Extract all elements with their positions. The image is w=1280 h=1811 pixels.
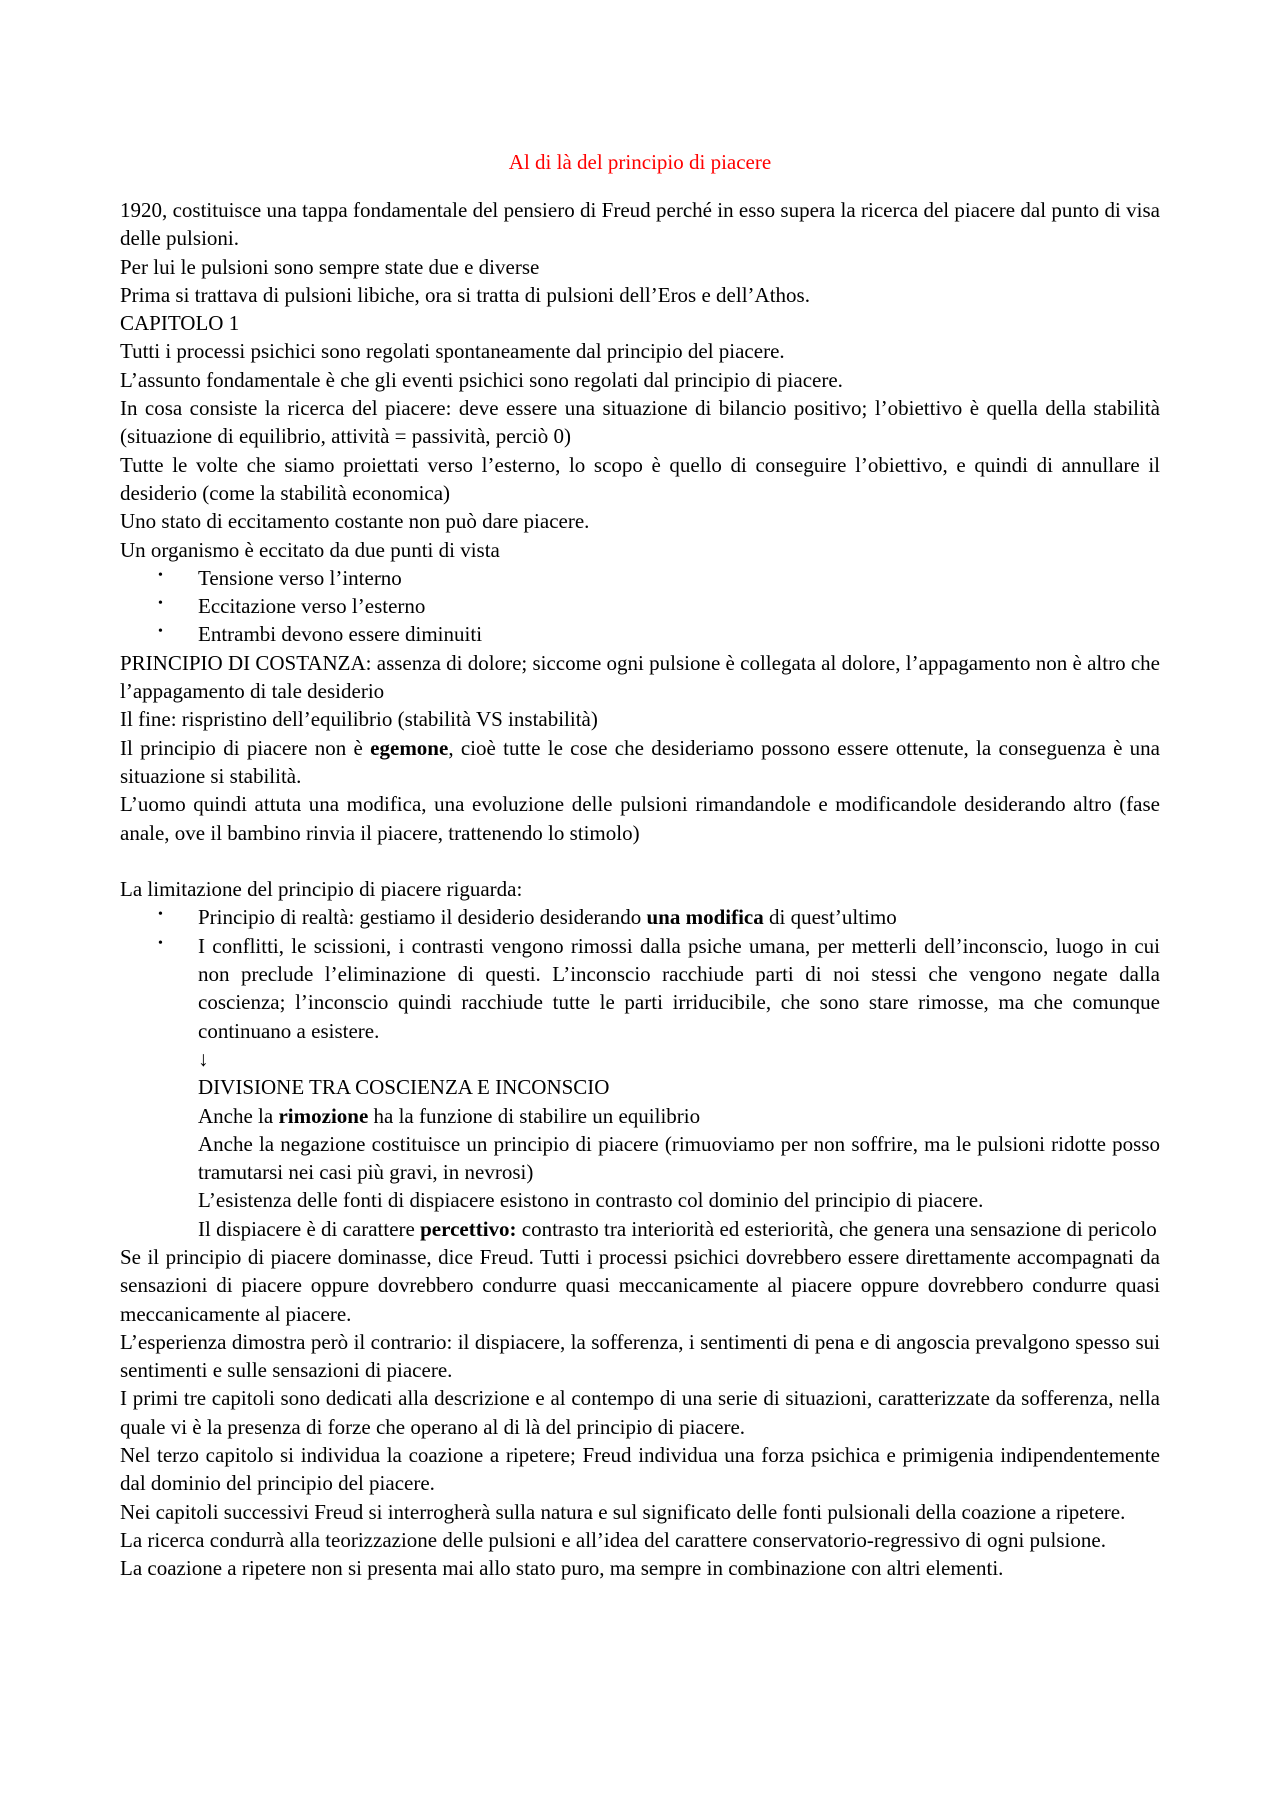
paragraph-intro-3: Prima si trattava di pulsioni libiche, ora si tratta di pulsioni dell’Eros e dell’Athos. <box>120 282 810 307</box>
bold-term: percettivo: <box>420 1216 517 1241</box>
list-item: • Entrambi devono essere diminuiti <box>158 622 483 647</box>
list-item: • I conflitti, le scissioni, i contrasti vengono rimossi dalla psiche umana, per metterli dell’inconscio, luogo in cui non preclude l’eliminazione di questi. L’inconscio racchiude parti di noi stessi che vengono negate dalla coscienza; l’inconscio quindi racchiude tutte le parti irriducibile, che sono stare rimosse, ma che comunque continuano a esistere. <box>158 933 1160 1043</box>
list-item: • Tensione verso l’interno <box>158 565 402 590</box>
bold-term: egemone <box>370 735 449 760</box>
bullet-icon: • <box>158 907 163 923</box>
paragraph-intro-10: Un organismo è eccitato da due punti di vista <box>120 537 500 562</box>
paragraph-negazione: Anche la negazione costituisce un principio di piacere (rimuoviamo per non soffrire, ma le pulsioni ridotte posso tramutarsi nei casi più gravi, in nevrosi) <box>198 1131 1160 1185</box>
paragraph-intro-1: 1920, costituisce una tappa fondamentale del pensiero di Freud perché in esso supera la ricerca del piacere dal punto di visa delle pulsioni. <box>120 198 1160 251</box>
chapter-heading: CAPITOLO 1 <box>120 311 240 336</box>
paragraph-intro-2: Per lui le pulsioni sono sempre state due e diverse <box>120 254 540 279</box>
paragraph-intro-7: In cosa consiste la ricerca del piacere: deve essere una situazione di bilancio positivo; l’obiettivo è quella della stabilità (situazione di equilibrio, attività = passività, perciò 0) <box>120 396 1160 449</box>
bullet-icon: • <box>158 596 163 612</box>
subheading-divisione: DIVISIONE TRA COSCIENZA E INCONSCIO <box>198 1075 610 1100</box>
document-page <box>120 148 1160 1583</box>
indented-block <box>120 1045 1160 1243</box>
paragraph-outro-4: Nel terzo capitolo si individua la coazione a ripetere; Freud individua una forza psichica e primigenia indipendentemente dal dominio del principio del piacere. <box>120 1443 1160 1496</box>
list-item: • Principio di realtà: gestiamo il desiderio desiderando una modifica di quest’ultimo <box>158 905 897 930</box>
document-title: Al di là del principio di piacere <box>508 150 772 174</box>
paragraph-outro-7: La coazione a ripetere non si presenta mai allo stato puro, ma sempre in combinazione con altri elementi. <box>120 1556 1004 1581</box>
list-item: • Eccitazione verso l’esterno <box>158 594 426 619</box>
paragraph-costanza: PRINCIPIO DI COSTANZA: assenza di dolore; siccome ogni pulsione è collegata al dolore, l’appagamento non è altro che l’appagamento di tale desiderio <box>120 650 1160 704</box>
paragraph-esistenza: L’esistenza delle fonti di dispiacere esistono in contrasto col dominio del principio di piacere. <box>198 1188 984 1213</box>
bullet-list-1 <box>120 564 1160 649</box>
bullet-list-2 <box>120 903 1160 1044</box>
paragraph-outro-1: Se il principio di piacere dominasse, dice Freud. Tutti i processi psichici dovrebbero essere direttamente accompagnati da sensazioni di piacere oppure dovrebbero condurre quasi meccanicamente al piacere oppure dovrebbero condurre quasi meccanicamente al piacere. <box>120 1244 1160 1326</box>
bullet-icon: • <box>158 567 163 583</box>
paragraph-outro-5: Nei capitoli successivi Freud si interrogherà sulla natura e sul significato delle fonti pulsionali della coazione a ripetere. <box>120 1499 1126 1524</box>
paragraph-egemone: Il principio di piacere non è egemone, cioè tutte le cose che desideriamo possono essere ottenute, la conseguenza è una situazione si stabilità. <box>120 735 1161 788</box>
paragraph-rimozione: Anche la rimozione ha la funzione di stabilire un equilibrio <box>198 1103 701 1128</box>
paragraph-uomo: L’uomo quindi attuta una modifica, una evoluzione delle pulsioni rimandandole e modificandole desiderando altro (fase anale, ove il bambino rinvia il piacere, trattenendo lo stimolo) <box>120 792 1160 845</box>
bullet-icon: • <box>158 624 163 640</box>
paragraph-outro-2: L’esperienza dimostra però il contrario: il dispiacere, la sofferenza, i sentimenti di pena e di angoscia prevalgono spesso sui sentimenti e sulle sensazioni di piacere. <box>120 1329 1160 1383</box>
bullet-icon: • <box>158 935 163 951</box>
paragraph-dispiacere: Il dispiacere è di carattere percettivo: contrasto tra interiorità ed esteriorità, che genera una sensazione di pericolo <box>198 1216 1157 1241</box>
paragraph-fine: Il fine: rispristino dell’equilibrio (stabilità VS instabilità) <box>120 707 598 732</box>
paragraph-outro-3: I primi tre capitoli sono dedicati alla descrizione e al contempo di una serie di situazioni, caratterizzate da sofferenza, nella quale vi è la presenza di forze che operano al di là del principio di piacere. <box>120 1386 1160 1439</box>
paragraph-intro-6: L’assunto fondamentale è che gli eventi psichici sono regolati dal principio di piacere. <box>120 367 843 392</box>
paragraph-outro-6: La ricerca condurrà alla teorizzazione delle pulsioni e all’idea del carattere conservatorio-regressivo di ogni pulsione. <box>120 1527 1106 1552</box>
bold-term: una modifica <box>646 905 764 930</box>
down-arrow-icon: ↓ <box>198 1046 209 1071</box>
paragraph-intro-8: Tutte le volte che siamo proiettati verso l’esterno, lo scopo è quello di conseguire l’obiettivo, e quindi di annullare il desiderio (come la stabilità economica) <box>120 452 1160 505</box>
paragraph-limitazione: La limitazione del principio di piacere riguarda: <box>120 877 523 902</box>
blank-line <box>120 847 1160 875</box>
paragraph-intro-9: Uno stato di eccitamento costante non può dare piacere. <box>120 509 590 534</box>
bold-term: rimozione <box>278 1103 369 1128</box>
paragraph-intro-5: Tutti i processi psichici sono regolati spontaneamente dal principio del piacere. <box>120 339 785 364</box>
